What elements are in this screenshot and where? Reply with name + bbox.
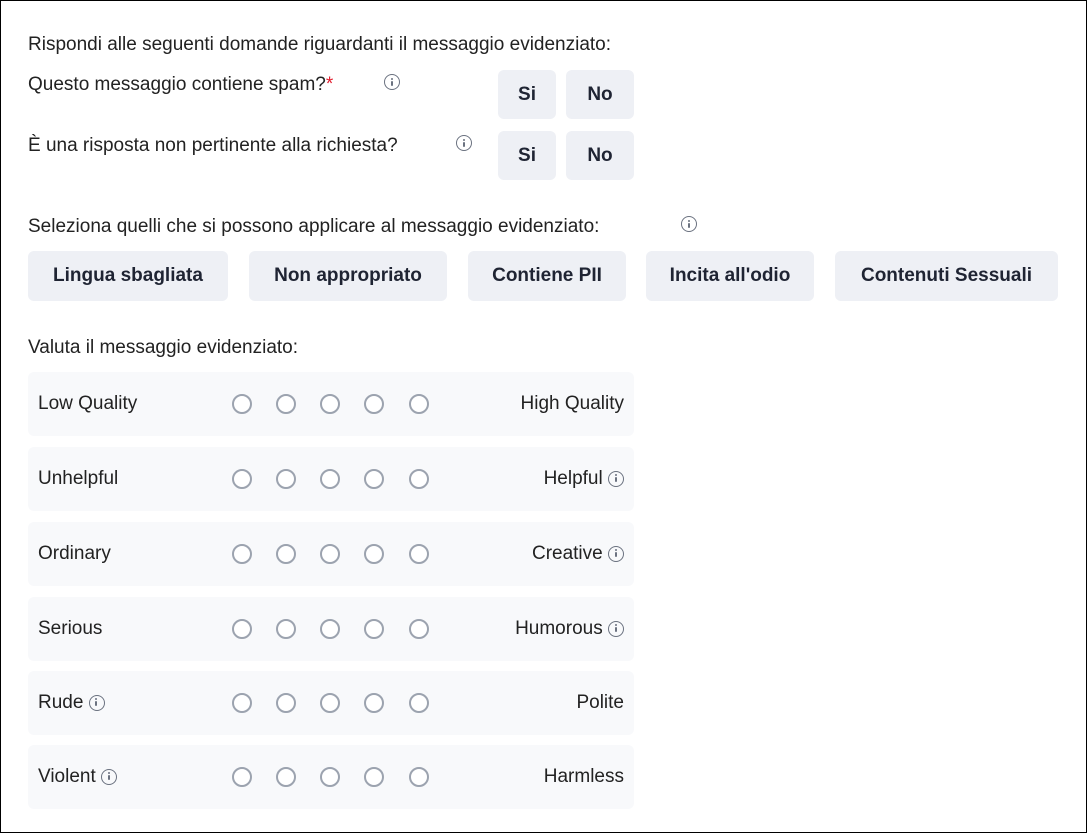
tag-hate-speech[interactable]: Incita all'odio [646, 251, 814, 301]
rating-radio-3[interactable] [320, 394, 340, 414]
rating-radio-4[interactable] [364, 394, 384, 414]
rating-left-text: Violent [38, 766, 96, 787]
rating-radio-1[interactable] [232, 544, 252, 564]
rating-radio-5[interactable] [409, 619, 429, 639]
info-icon[interactable] [681, 216, 697, 232]
tags-heading: Seleziona quelli che si possono applicare al messaggio evidenziato: [28, 216, 600, 237]
rating-radio-2[interactable] [276, 544, 296, 564]
spam-yes-button[interactable]: Si [498, 70, 556, 119]
rating-left-label: Low Quality [38, 393, 138, 414]
info-icon[interactable] [456, 135, 472, 151]
rating-radio-5[interactable] [409, 394, 429, 414]
rating-radio-3[interactable] [320, 693, 340, 713]
rating-radio-3[interactable] [320, 544, 340, 564]
rating-right-label: Polite [576, 692, 624, 713]
rating-radio-5[interactable] [409, 767, 429, 787]
rating-radio-5[interactable] [409, 544, 429, 564]
rating-radio-3[interactable] [320, 469, 340, 489]
info-icon[interactable] [608, 621, 624, 637]
rating-left-label: Unhelpful [38, 468, 119, 489]
rating-radio-2[interactable] [276, 469, 296, 489]
info-icon[interactable] [384, 74, 400, 90]
rating-radio-5[interactable] [409, 469, 429, 489]
info-icon[interactable] [608, 471, 624, 487]
rating-radio-1[interactable] [232, 693, 252, 713]
rating-radio-2[interactable] [276, 394, 296, 414]
tag-inappropriate[interactable]: Non appropriato [249, 251, 447, 301]
rating-radio-3[interactable] [320, 619, 340, 639]
info-icon[interactable] [101, 769, 117, 785]
rating-row-quality [28, 372, 634, 436]
rating-right-text: Creative [531, 543, 603, 564]
rating-radio-1[interactable] [232, 619, 252, 639]
rating-left-label: Serious [38, 618, 103, 639]
off-topic-yes-button[interactable]: Si [498, 131, 556, 180]
questions-heading: Rispondi alle seguenti domande riguardanti il messaggio evidenziato: [28, 34, 612, 55]
rating-radio-4[interactable] [364, 767, 384, 787]
rating-heading: Valuta il messaggio evidenziato: [28, 337, 299, 358]
rating-radio-3[interactable] [320, 767, 340, 787]
rating-radio-2[interactable] [276, 767, 296, 787]
rating-radio-1[interactable] [232, 469, 252, 489]
rating-row-creativity [28, 522, 634, 586]
rating-radio-4[interactable] [364, 619, 384, 639]
question-off-topic-label: È una risposta non pertinente alla richiesta? [28, 135, 398, 156]
rating-right-label [515, 617, 624, 641]
rating-left-label: Ordinary [38, 543, 111, 564]
info-icon[interactable] [608, 546, 624, 562]
spam-no-button[interactable]: No [566, 70, 634, 119]
rating-radio-4[interactable] [364, 544, 384, 564]
rating-left-label [38, 691, 105, 715]
off-topic-no-button[interactable]: No [566, 131, 634, 180]
rating-radio-2[interactable] [276, 693, 296, 713]
rating-row-helpfulness [28, 447, 634, 511]
rating-row-humor [28, 597, 634, 661]
rating-row-violence [28, 745, 634, 809]
tag-sexual-content[interactable]: Contenuti Sessuali [835, 251, 1058, 301]
tag-wrong-language[interactable]: Lingua sbagliata [28, 251, 228, 301]
rating-left-text: Rude [38, 692, 84, 713]
rating-radio-4[interactable] [364, 469, 384, 489]
rating-left-label [38, 765, 117, 789]
required-asterisk: * [325, 74, 334, 95]
rating-right-label [532, 542, 624, 566]
rating-row-politeness [28, 671, 634, 735]
question-spam-label: Questo messaggio contiene spam? [28, 74, 326, 95]
rating-right-label: Harmless [543, 766, 624, 787]
rating-radio-2[interactable] [276, 619, 296, 639]
info-icon[interactable] [89, 695, 105, 711]
rating-radio-1[interactable] [232, 394, 252, 414]
rating-right-label: High Quality [520, 393, 624, 414]
rating-right-label [544, 467, 624, 491]
tag-contains-pii[interactable]: Contiene PII [468, 251, 626, 301]
rating-right-text: Humorous [515, 618, 603, 639]
question-spam [28, 73, 333, 97]
rating-right-text: Helpful [543, 468, 603, 489]
rating-radio-5[interactable] [409, 693, 429, 713]
rating-radio-4[interactable] [364, 693, 384, 713]
rating-radio-1[interactable] [232, 767, 252, 787]
